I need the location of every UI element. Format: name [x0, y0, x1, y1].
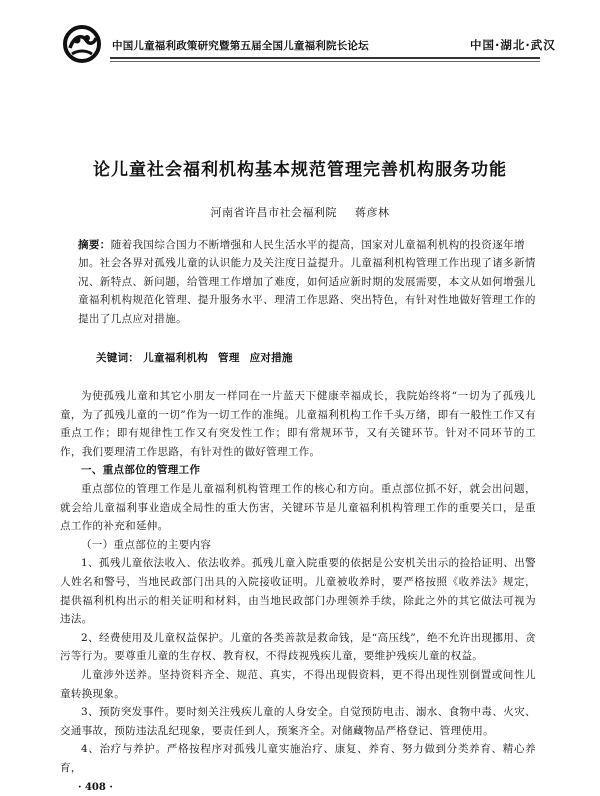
- body-paragraph: 儿童涉外送养。坚持资料齐全、规范、真实，不得出现假资料，更不得出现性别倒置或间性儿童转换现象。: [60, 668, 536, 700]
- body-paragraph: 2、经费使用及儿童权益保护。儿童的各类善款是救命钱，是“高压线”，绝不允许出现挪用、贪污等行为。要尊重儿童的生存权、教育权，不得歧视残疾儿童，要维护残疾儿童的权益。: [60, 631, 536, 663]
- body-paragraph: 3、预防突发事件。要时刻关注残疾儿童的人身安全。自觉预防电击、溺水、食物中毒、火灾、交通事故，预防违法乱纪现象，要责任到人，预案齐全。对储藏物品严格登记、管理使用。: [60, 706, 536, 737]
- subsection-heading: （一）重点部位的主要内容: [81, 538, 212, 551]
- keyword-item: 儿童福利机构: [143, 352, 209, 364]
- abstract-label: 摘要：: [78, 239, 111, 251]
- section-heading: 一、重点部位的管理工作: [81, 464, 201, 477]
- body-paragraph: 4、治疗与养护。严格按程序对孤残儿童实施治疗、康复、养育、努力做到分类养育、精心养育，: [60, 743, 536, 774]
- keyword-item: 应对措施: [249, 352, 293, 364]
- body-paragraph: 重点部位的管理工作是儿童福利机构管理工作的核心和方向。重点部位抓不好，就会出问题，就会给儿童福利事业造成全局性的重大伤害，关键环节是儿童福利机构管理工作的重要关口，是重点工作的补充和延伸。: [60, 482, 536, 533]
- article-title: 论儿童社会福利机构基本规范管理完善机构服务功能: [93, 160, 507, 180]
- header-location: 中国·湖北·武汉: [470, 38, 556, 52]
- author-name: 蒋彦林: [355, 206, 390, 219]
- header-divider: [110, 57, 540, 59]
- abstract: [78, 236, 536, 328]
- author-affiliation: 河南省许昌市社会福利院: [210, 206, 337, 219]
- keyword-item: 管理: [218, 352, 240, 364]
- header-divider-thin: [110, 61, 540, 62]
- abstract-text: 随着我国综合国力不断增强和人民生活水平的提高，国家对儿童福利机构的投资逐年增加。社会各界对孤残儿童的认识能力及关注度日益提升。儿童福利机构管理工作出现了诸多新情况、新特点、新问题，给管理工作增加了难度，如何适应新时期的发展需要，本文从如何增强儿童福利机构规范化管理、提升服务水平、理清工作思路、突出特色，有针对性地做好管理工作的提出了几点应对措施。: [78, 239, 536, 325]
- byline: [0, 204, 600, 220]
- header-title: 中国儿童福利政策研究暨第五届全国儿童福利院长论坛: [112, 40, 369, 52]
- body-paragraph: 1、孤残儿童依法收入、依法收养。孤残儿童入院重要的依据是公安机关出示的捡拾证明、出警人姓名和警号，当地民政部门出具的入院接收证明。儿童被收养时，要严格按照《收养法》规定，提供福利机构出示的相关证明和材料，由当地民政部门办理领养手续，除此之外的其它做法可视为违法。: [60, 557, 536, 626]
- forum-logo-icon: [62, 24, 102, 64]
- body-paragraph: 为使孤残儿童和其它小朋友一样同在一片蓝天下健康幸福成长，我院始终将“一切为了孤残儿童，为了孤残儿童的一切”作为一切工作的准绳。儿童福利机构工作千头万绪，即有一般性工作又有重点工作；即有规律性工作又有突发性工作；即有常规环节，又有关键环节。针对不同环节的工作，我们要理清工作思路，有针对性的做好管理工作。: [60, 390, 536, 458]
- article-body: [60, 387, 536, 777]
- page-header: [0, 0, 600, 78]
- page-number: · 408 ·: [78, 782, 113, 793]
- keywords-label: 关键词：: [96, 352, 140, 364]
- keywords: [96, 350, 536, 365]
